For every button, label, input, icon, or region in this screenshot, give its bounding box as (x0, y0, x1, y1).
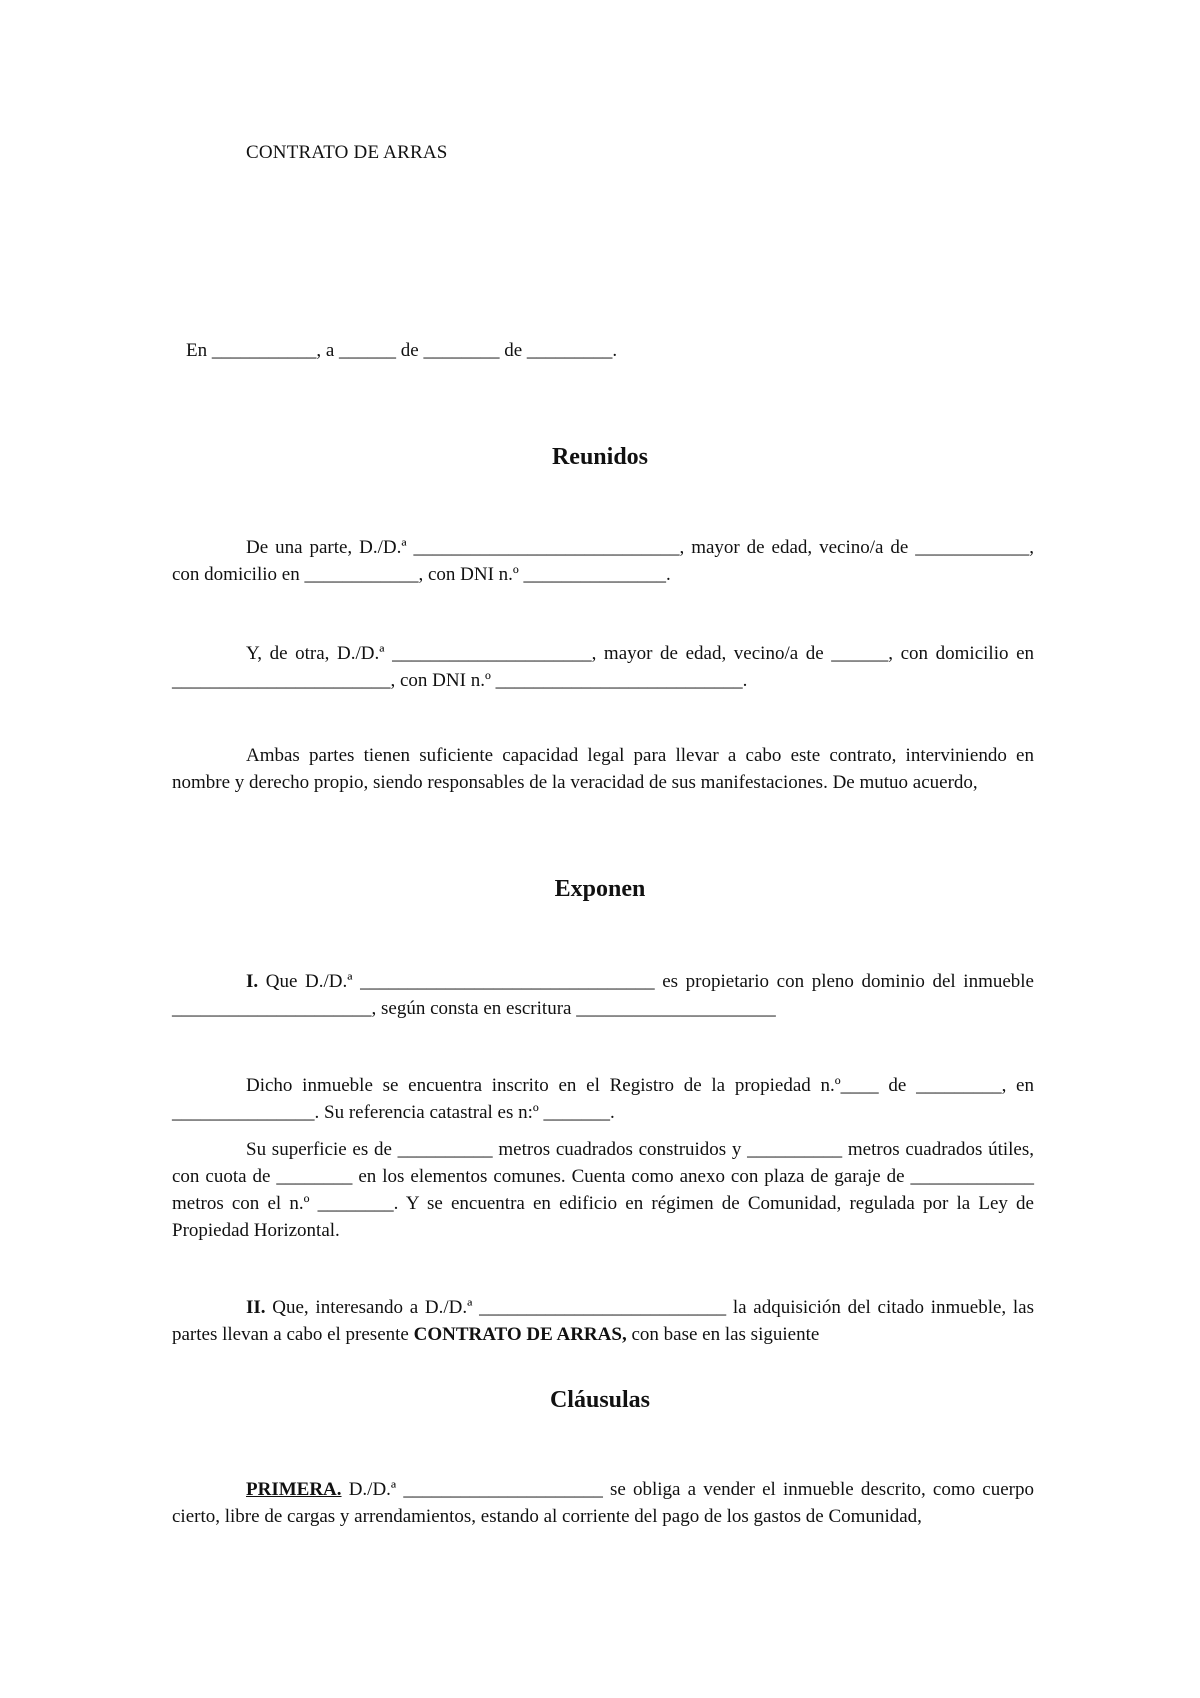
clausula-primera-label: PRIMERA. (246, 1479, 342, 1500)
heading-clausulas: Cláusulas (549, 1387, 651, 1413)
paragraph-text: Dicho inmueble se encuentra inscrito en el Registro de la propiedad n.º____ de _________, en _______________. Su referencia catastral es n:º _______. (172, 1075, 1034, 1123)
expone-ii-label: II. (246, 1297, 266, 1318)
paragraph-primera (172, 1476, 1034, 1530)
paragraph-text: Y, de otra, D./D.ª _____________________, mayor de edad, vecino/a de ______, con domicilio en _______________________, con DNI n.º __________________________. (172, 643, 1034, 691)
expone-i-label: I. (246, 971, 259, 992)
paragraph-text: Que, interesando a D./D.ª __________________________ la adquisición del citado inmueble, las partes llevan a cabo el presente (172, 1297, 1034, 1345)
paragraph-text: Su superficie es de __________ metros cuadrados construidos y __________ metros cuadrados útiles, con cuota de ________ en los elementos comunes. Cuenta como anexo con plaza de garaje de _____________ metros con el n.º ________. Y se encuentra en edificio en régimen de Comunidad, regulada por la Ley de Propiedad Horizontal. (172, 1139, 1034, 1241)
date-line: En ___________, a ______ de ________ de _________. (186, 340, 618, 361)
paragraph-parte-uno (172, 534, 1034, 588)
heading-exponen: Exponen (554, 876, 646, 902)
paragraph-text: De una parte, D./D.ª ____________________________, mayor de edad, vecino/a de ____________, con domicilio en ____________, con DNI n.º _______________. (172, 537, 1034, 585)
paragraph-expone-ii (172, 1294, 1034, 1348)
paragraph-expone-i (172, 968, 1034, 1022)
heading-reunidos: Reunidos (551, 444, 649, 470)
paragraph-registro (172, 1072, 1034, 1126)
contract-name-inline: CONTRATO DE ARRAS, (413, 1324, 627, 1345)
paragraph-superficie (172, 1136, 1034, 1244)
paragraph-ambas-partes (172, 742, 1034, 796)
document-title: CONTRATO DE ARRAS (246, 142, 448, 163)
paragraph-text: con base en las siguiente (626, 1324, 820, 1345)
paragraph-text: D./D.ª _____________________ se obliga a vender el inmueble descrito, como cuerpo cierto, libre de cargas y arrendamientos, estando al corriente del pago de los gastos de Comunidad, (172, 1479, 1034, 1527)
paragraph-parte-otra (172, 640, 1034, 694)
paragraph-text: Ambas partes tienen suficiente capacidad legal para llevar a cabo este contrato, interviniendo en nombre y derecho propio, siendo responsables de la veracidad de sus manifestaciones. De mutuo acuerdo, (172, 745, 1034, 793)
paragraph-text: Que D./D.ª _______________________________ es propietario con pleno dominio del inmueble _____________________, según consta en escritura _____________________ (172, 971, 1034, 1019)
